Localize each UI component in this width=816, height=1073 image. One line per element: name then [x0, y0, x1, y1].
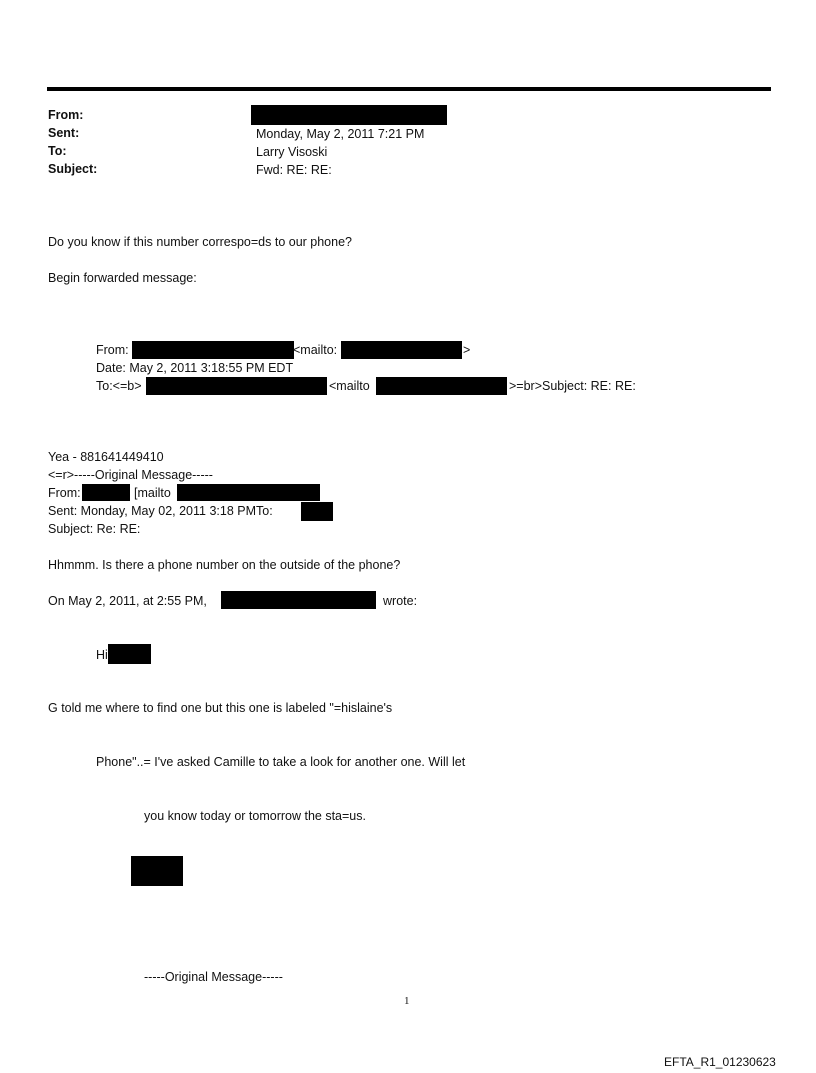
redacted-fwd-to-name — [146, 377, 327, 395]
body-hhmmm: Hhmmm. Is there a phone number on the outside of the phone? — [48, 558, 401, 572]
redacted-orig-from-name — [82, 484, 130, 501]
body-phone-line: Phone"..= I've asked Camille to take a look for another one. Will let — [96, 755, 466, 769]
original-message-separator-2: -----Original Message----- — [144, 970, 283, 984]
fwd-from-close: > — [463, 343, 471, 357]
header-subject-value: Fwd: RE: RE: — [256, 163, 332, 177]
greeting-hi: Hi — [96, 648, 108, 662]
header-sent-value: Monday, May 2, 2011 7:21 PM — [256, 127, 425, 141]
redacted-fwd-from-email — [341, 341, 462, 359]
on-date-line: On May 2, 2011, at 2:55 PM, — [48, 594, 207, 608]
fwd-date: Date: May 2, 2011 3:18:55 PM EDT — [96, 361, 294, 375]
fwd-from-mailto: <mailto: — [293, 343, 338, 357]
header-sent-label: Sent: — [48, 126, 80, 140]
redacted-orig-from-email — [177, 484, 320, 501]
fwd-to-mailto: <mailto — [329, 379, 370, 393]
wrote-text: wrote: — [383, 594, 418, 608]
footer-id: EFTA_R1_01230623 — [664, 1055, 776, 1069]
fwd-from-label: From: — [96, 343, 129, 357]
header-to-value: Larry Visoski — [256, 145, 328, 159]
orig-from-mailto: [mailto — [134, 486, 171, 500]
redacted-orig-to — [301, 502, 333, 521]
body-g-told: G told me where to find one but this one is labeled "=hislaine's — [48, 701, 393, 715]
orig-from-label: From: — [48, 486, 81, 500]
fwd-to-label: To:<=b> — [96, 379, 142, 393]
original-message-separator: <=r>-----Original Message----- — [48, 468, 213, 482]
page-number: 1 — [404, 995, 410, 1007]
body-you-know: you know today or tomorrow the sta=us. — [144, 809, 366, 823]
orig-sent: Sent: Monday, May 02, 2011 3:18 PMTo: — [48, 504, 273, 518]
redacted-fwd-from-name — [132, 341, 294, 359]
body-question: Do you know if this number correspo=ds to our phone? — [48, 235, 352, 249]
header-rule — [47, 87, 771, 91]
fwd-to-subject: >=br>Subject: RE: RE: — [509, 379, 636, 393]
redacted-signature — [131, 856, 183, 886]
reply-yea: Yea - 881641449410 — [48, 450, 164, 464]
redacted-on-date-sender — [221, 591, 376, 609]
header-from-label: From: — [48, 108, 84, 122]
redacted-sender — [251, 105, 447, 125]
header-subject-label: Subject: — [48, 162, 98, 176]
redacted-fwd-to-email — [376, 377, 507, 395]
orig-subject: Subject: Re: RE: — [48, 522, 141, 536]
header-to-label: To: — [48, 144, 67, 158]
body-begin-forwarded: Begin forwarded message: — [48, 271, 197, 285]
redacted-greeting-name — [108, 644, 151, 664]
